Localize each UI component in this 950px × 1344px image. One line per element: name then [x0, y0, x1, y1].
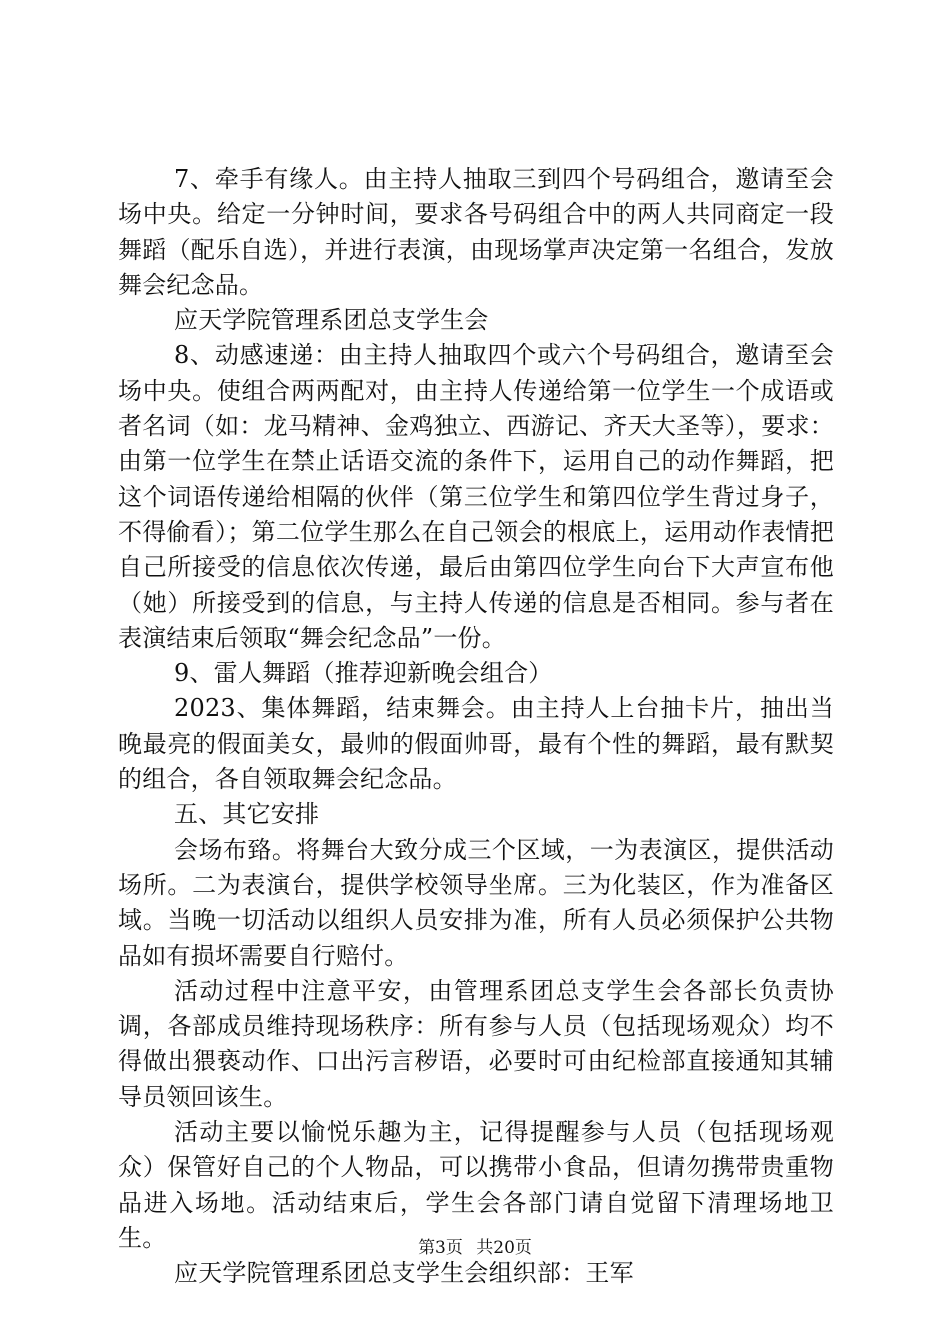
page-total: 共20页 — [476, 1238, 532, 1258]
paragraph-item-7: 7、牵手有缘人。由主持人抽取三到四个号码组合，邀请至会场中央。给定一分钟时间，要求各号码组合中的两人共同商定一段舞蹈（配乐自选），并进行表演，由现场掌声决定第一名组合，发放舞会纪念品。 — [118, 165, 834, 299]
section-heading-other-arrangements: 五、其它安排 — [174, 800, 320, 829]
page-footer — [0, 1237, 950, 1259]
page-number: 第3页 — [418, 1238, 463, 1258]
paragraph-item-9: 9、雷人舞蹈（推荐迎新晚会组合） — [174, 659, 553, 688]
paragraph-belongings: 活动主要以愉悦乐趣为主，记得提醒参与人员（包括现场观众）保管好自己的个人物品，可以携带小食品，但请勿携带贵重物品进入场地。活动结束后，学生会各部门请自觉留下清理场地卫生。 — [118, 1118, 834, 1252]
paragraph-item-8: 8、动感速递：由主持人抽取四个或六个号码组合，邀请至会场中央。使组合两两配对，由主持人传递给第一位学生一个成语或者名词（如：龙马精神、金鸡独立、西游记、齐天大圣等），要求：由第一位学生在禁止话语交流的条件下，运用自己的动作舞蹈，把这个词语传递给相隔的伙伴（第三位学生和第四位学生背过身子，不得偷看）；第二位学生那么在自己领会的根底上，运用动作表情把自己所接受的信息依次传递，最后由第四位学生向台下大声宣布他（她）所接受到的信息，与主持人传递的信息是否相同。参与者在表演结束后领取“舞会纪念品”一份。 — [118, 341, 834, 652]
paragraph-item-2023: 2023、集体舞蹈，结束舞会。由主持人上台抽卡片，抽出当晚最亮的假面美女，最帅的假面帅哥，最有个性的舞蹈，最有默契的组合，各自领取舞会纪念品。 — [118, 694, 834, 794]
paragraph-venue-layout: 会场布臵。将舞台大致分成三个区域，一为表演区，提供活动场所。二为表演台，提供学校领导坐席。三为化装区，作为准备区域。当晚一切活动以组织人员安排为准，所有人员必须保护公共物品如有损坏需要自行赔付。 — [118, 835, 834, 970]
document-body — [118, 162, 834, 1292]
paragraph-org-name: 应天学院管理系团总支学生会 — [174, 306, 489, 335]
paragraph-safety: 活动过程中注意平安，由管理系团总支学生会各部长负责协调，各部成员维持现场秩序：所有参与人员（包括现场观众）均不得做出猥亵动作、口出污言秽语，必要时可由纪检部直接通知其辅导员领回该生。 — [118, 976, 834, 1111]
paragraph-signature: 应天学院管理系团总支学生会组织部：王军 — [174, 1259, 634, 1288]
